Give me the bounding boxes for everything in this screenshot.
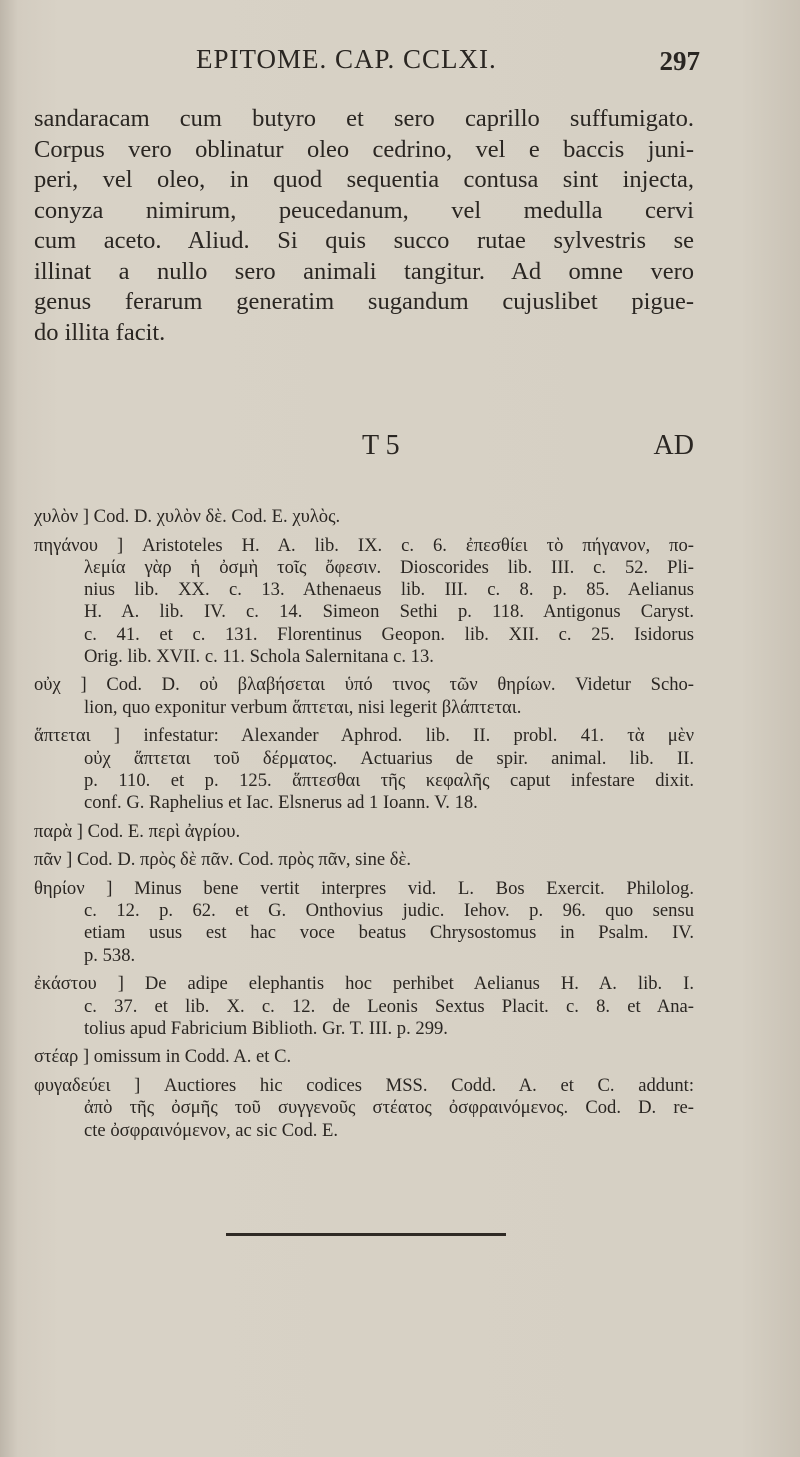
footnote (34, 878, 694, 967)
footnote-line: οὐχ ἅπτεται τοῦ δέρματος. Actuarius de spir. animal. lib. II. (84, 747, 694, 769)
page-number: 297 (659, 46, 700, 76)
text-line: conyza nimirum, peucedanum, vel medulla cervi (34, 196, 694, 224)
footnote-line: λεμία γὰρ ἡ ὀσμὴ τοῖς ὄφεσιν. Dioscorides lib. III. c. 52. Pli- (84, 556, 694, 578)
footnote-line: ἅπτεται ] infestatur: Alexander Aphrod. lib. II. probl. 41. τὰ μὲν (34, 725, 694, 747)
signature-line (0, 430, 800, 470)
footnote (34, 506, 694, 528)
footnote-line: c. 12. p. 62. et G. Onthovius judic. Iehov. p. 96. quo sensu (84, 900, 694, 922)
text-line: sandaracam cum butyro et sero caprillo suffumigato. (34, 105, 694, 132)
text-line: cum aceto. Aliud. Si quis succo rutae sylvestris se (34, 227, 694, 254)
text-line: genus ferarum generatim sugandum cujuslibet pigue- (34, 288, 694, 315)
footnote-line: nius lib. XX. c. 13. Athenaeus lib. III. c. 8. p. 85. Aelianus (84, 579, 694, 601)
catchword: AD (653, 430, 694, 461)
footnote-line: πηγάνου ] Aristoteles H. A. lib. IX. c. 6. ἐπεσθίει τὸ πήγανον, πο- (34, 534, 694, 556)
footnote (34, 674, 694, 718)
footnote (34, 535, 694, 668)
footnote-line: p. 110. et p. 125. ἅπτεσθαι τῆς κεφαλῆς caput infestare dixit. (84, 769, 694, 791)
footnote-line: cte ὀσφραινόμενον, ac sic Cod. E. (84, 1119, 339, 1141)
footnote-line: οὐχ ] Cod. D. οὐ βλαβήσεται ὑπό τινος τῶν θηρίων. Videtur Scho- (34, 674, 694, 696)
text-line: illinat a nullo sero animali tangitur. Ad omne vero (34, 257, 694, 285)
footnote-line: tolius apud Fabricium Biblioth. Gr. T. III. p. 299. (84, 1017, 448, 1039)
footnote-line: φυγαδεύει ] Auctiores hic codices MSS. Codd. A. et C. addunt: (34, 1075, 694, 1097)
footnote-line: p. 538. (84, 944, 136, 966)
running-head (0, 44, 800, 84)
footnote-line: lion, quo exponitur verbum ἅπτεται, nisi legerit βλάπτεται. (84, 696, 522, 718)
text-line: do illita facit. (34, 318, 166, 346)
footnote (34, 849, 694, 871)
footnote (34, 821, 694, 843)
footnote-line: παρὰ ] Cod. E. περὶ ἀγρίου. (34, 820, 241, 842)
footnote-line: ἐκάστου ] De adipe elephantis hoc perhibet Aelianus H. A. lib. I. (34, 973, 694, 995)
footnote-line: πᾶν ] Cod. D. πρὸς δὲ πᾶν. Cod. πρὸς πᾶν, sine δὲ. (34, 849, 411, 871)
footnote-line: c. 41. et c. 131. Florentinus Geopon. lib. XII. c. 25. Isidorus (84, 623, 694, 645)
signature-mark: T 5 (362, 430, 400, 461)
footnote-line: θηρίον ] Minus bene vertit interpres vid. L. Bos Exercit. Philolog. (34, 878, 694, 900)
main-text (34, 104, 694, 348)
footnote-line: etiam usus est hac voce beatus Chrysostomus in Psalm. IV. (84, 922, 694, 944)
end-rule (226, 1233, 506, 1236)
text-line: Corpus vero oblinatur oleo cedrino, vel e baccis juni- (34, 135, 694, 163)
footnote-line: H. A. lib. IV. c. 14. Simeon Sethi p. 118. Antigonus Caryst. (84, 601, 694, 623)
footnote-line: χυλὸν ] Cod. D. χυλὸν δὲ. Cod. E. χυλὸς. (34, 506, 341, 527)
footnotes (34, 506, 694, 1148)
footnote (34, 1075, 694, 1142)
text-line: peri, vel oleo, in quod sequentia contusa sint injecta, (34, 166, 694, 193)
footnote-line: c. 37. et lib. X. c. 12. de Leonis Sextus Placit. c. 8. et Ana- (84, 995, 694, 1017)
footnote (34, 973, 694, 1040)
footnote (34, 725, 694, 814)
running-title: EPITOME. CAP. CCLXI. (196, 44, 497, 74)
footnote (34, 1046, 694, 1068)
footnote-line: conf. G. Raphelius et Iac. Elsnerus ad 1 Ioann. V. 18. (84, 791, 478, 813)
footnote-line: Orig. lib. XVII. c. 11. Schola Salernitana c. 13. (84, 645, 434, 667)
footnote-line: στέαρ ] omissum in Codd. A. et C. (34, 1046, 292, 1068)
footnote-line: ἀπὸ τῆς ὀσμῆς τοῦ συγγενοῦς στέατος ὀσφραινόμενος. Cod. D. re- (84, 1097, 694, 1119)
